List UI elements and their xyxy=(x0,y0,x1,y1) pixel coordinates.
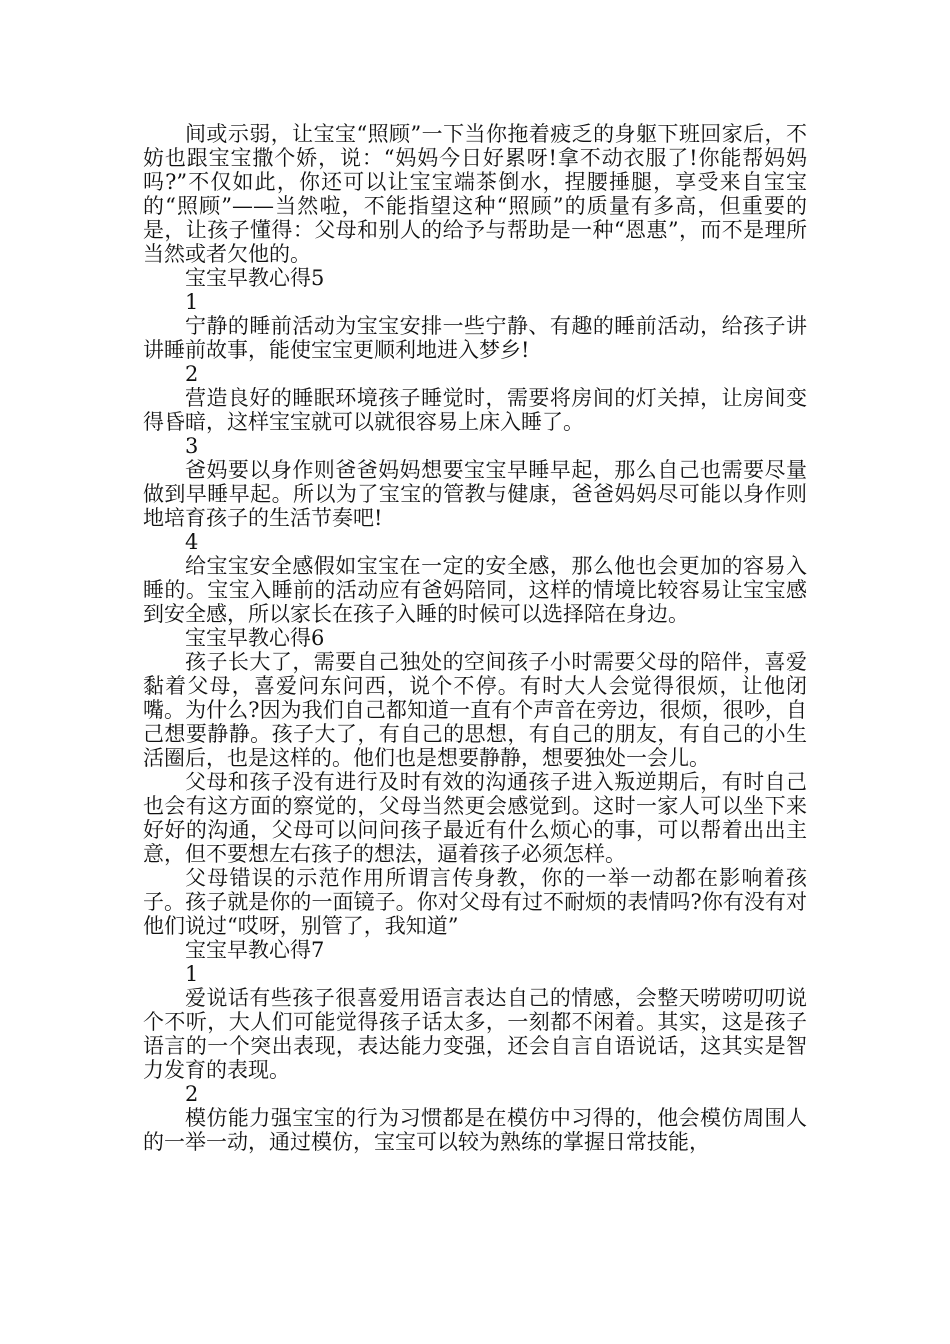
paragraph: 爸妈要以身作则爸爸妈妈想要宝宝早睡早起，那么自己也需要尽量做到早睡早起。所以为了宝宝的管教与健康，爸爸妈妈尽可能以身作则地培育孩子的生活节奏吧! xyxy=(143,458,807,530)
item-number: 2 xyxy=(185,1082,199,1106)
item-number: 2 xyxy=(185,362,199,386)
paragraph: 爱说话有些孩子很喜爱用语言表达自己的情感，会整天唠唠叨叨说个不听，大人们可能觉得孩子话太多，一刻都不闲着。其实，这是孩子语言的一个突出表现，表达能力变强，还会自言自语说话，这其实是智力发育的表现。 xyxy=(143,986,807,1082)
item-number: 4 xyxy=(185,530,199,554)
section-heading: 宝宝早教心得6 xyxy=(185,626,325,650)
item-number: 1 xyxy=(185,962,199,986)
paragraph: 宁静的睡前活动为宝宝安排一些宁静、有趣的睡前活动，给孩子讲讲睡前故事，能使宝宝更顺利地进入梦乡! xyxy=(143,314,807,362)
paragraph: 父母错误的示范作用所谓言传身教，你的一举一动都在影响着孩子。孩子就是你的一面镜子。你对父母有过不耐烦的表情吗?你有没有对他们说过“哎呀，别管了，我知道” xyxy=(143,866,807,938)
document-body xyxy=(143,122,807,1154)
paragraph: 模仿能力强宝宝的行为习惯都是在模仿中习得的，他会模仿周围人的一举一动，通过模仿，宝宝可以较为熟练的掌握日常技能， xyxy=(143,1106,807,1154)
paragraph: 孩子长大了，需要自己独处的空间孩子小时需要父母的陪伴，喜爱黏着父母，喜爱问东问西，说个不停。有时大人会觉得很烦，让他闭嘴。为什么?因为我们自己都知道一直有个声音在旁边，很烦，很吵，自己想要静静。孩子大了，有自己的思想，有自己的朋友，有自己的小生活圈后，也是这样的。他们也是想要静静，想要独处一会儿。 xyxy=(143,650,807,770)
section-heading: 宝宝早教心得5 xyxy=(185,266,325,290)
item-number: 1 xyxy=(185,290,199,314)
section-heading: 宝宝早教心得7 xyxy=(185,938,325,962)
paragraph: 间或示弱，让宝宝“照顾”一下当你拖着疲乏的身躯下班回家后，不妨也跟宝宝撒个娇，说：“妈妈今日好累呀!拿不动衣服了!你能帮妈妈吗?”不仅如此，你还可以让宝宝端茶倒水，捏腰捶腿，享受来自宝宝的“照顾”——当然啦，不能指望这种“照顾”的质量有多高，但重要的是，让孩子懂得：父母和别人的给予与帮助是一种“恩惠”，而不是理所当然或者欠他的。 xyxy=(143,122,807,266)
paragraph: 父母和孩子没有进行及时有效的沟通孩子进入叛逆期后，有时自己也会有这方面的察觉的，父母当然更会感觉到。这时一家人可以坐下来好好的沟通，父母可以问问孩子最近有什么烦心的事，可以帮着出出主意，但不要想左右孩子的想法，逼着孩子必须怎样。 xyxy=(143,770,807,866)
item-number: 3 xyxy=(185,434,199,458)
paragraph: 营造良好的睡眠环境孩子睡觉时，需要将房间的灯关掉，让房间变得昏暗，这样宝宝就可以就很容易上床入睡了。 xyxy=(143,386,807,434)
paragraph: 给宝宝安全感假如宝宝在一定的安全感，那么他也会更加的容易入睡的。宝宝入睡前的活动应有爸妈陪同，这样的情境比较容易让宝宝感到安全感，所以家长在孩子入睡的时候可以选择陪在身边。 xyxy=(143,554,807,626)
